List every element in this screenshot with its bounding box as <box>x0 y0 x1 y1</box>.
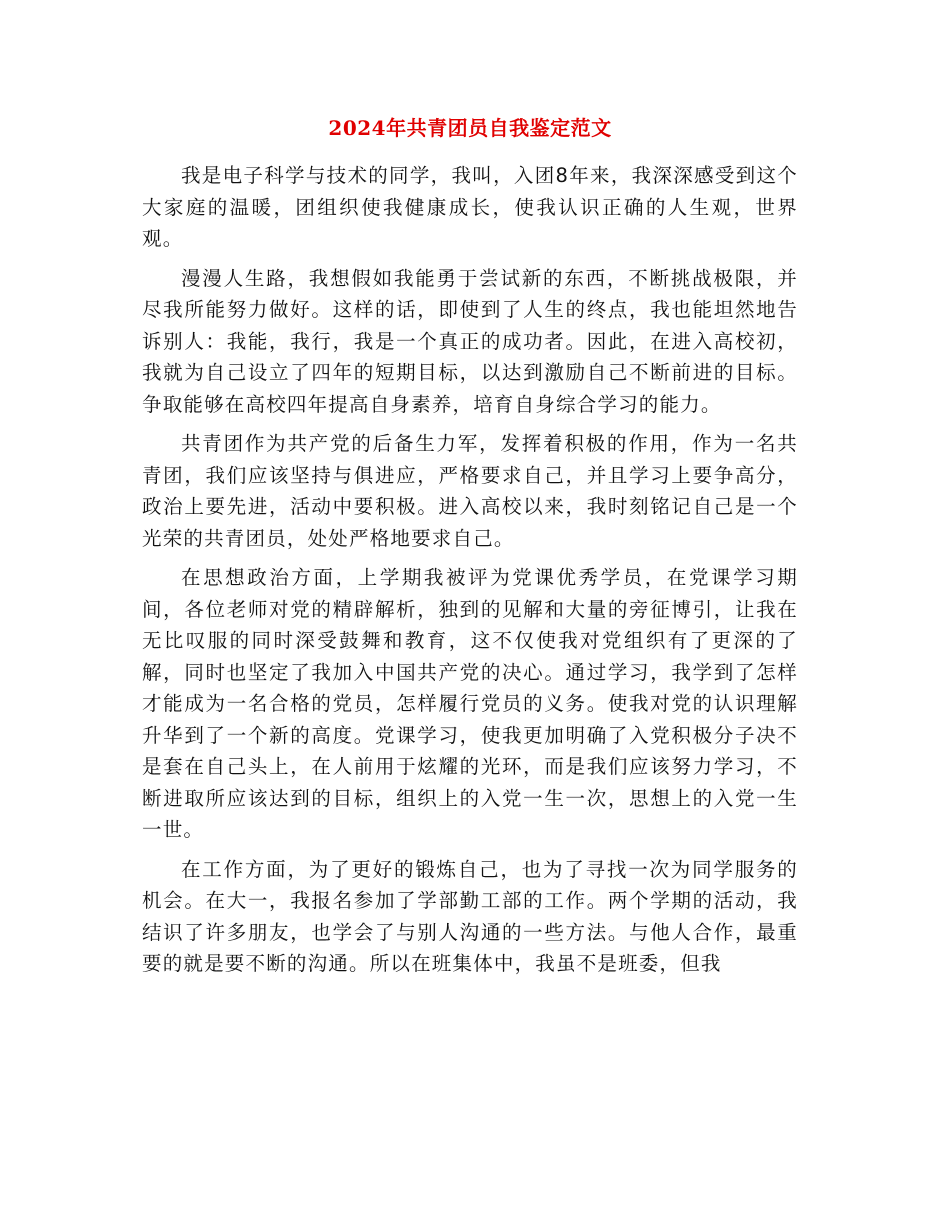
paragraph-2: 漫漫人生路，我想假如我能勇于尝试新的东西，不断挑战极限，并尽我所能努力做好。这样的话，即使到了人生的终点，我也能坦然地告诉别人：我能，我行，我是一个真正的成功者。因此，在进入高校初，我就为自己设立了四年的短期目标，以达到激励自己不断前进的目标。争取能够在高校四年提高自身素养，培育自身综合学习的能力。 <box>142 266 798 416</box>
paragraph-1: 我是电子科学与技术的同学，我叫，入团8年来，我深深感受到这个大家庭的温暖，团组织使我健康成长，使我认识正确的人生观，世界观。 <box>142 164 798 250</box>
paragraph-4: 在思想政治方面，上学期我被评为党课优秀学员，在党课学习期间，各位老师对党的精辟解析，独到的见解和大量的旁征博引，让我在无比叹服的同时深受鼓舞和教育，这不仅使我对党组织有了更深的了解，同时也坚定了我加入中国共产党的决心。通过学习，我学到了怎样才能成为一名合格的党员，怎样履行党员的义务。使我对党的认识理解升华到了一个新的高度。党课学习，使我更加明确了入党积极分子决不是套在自己头上，在人前用于炫耀的光环，而是我们应该努力学习，不断进取所应该达到的目标，组织上的入党一生一次，思想上的入党一生一世。 <box>142 566 798 841</box>
paragraph-3: 共青团作为共产党的后备生力军，发挥着积极的作用，作为一名共青团，我们应该坚持与俱进应，严格要求自己，并且学习上要争高分，政治上要先进，活动中要积极。进入高校以来，我时刻铭记自己是一个光荣的共青团员，处处严格地要求自己。 <box>142 432 798 550</box>
document-page <box>142 112 798 988</box>
document-title: 2024年共青团员自我鉴定范文 <box>328 116 612 140</box>
paragraph-5: 在工作方面，为了更好的锻炼自己，也为了寻找一次为同学服务的机会。在大一，我报名参加了学部勤工部的工作。两个学期的活动，我结识了许多朋友，也学会了与别人沟通的一些方法。与他人合作，最重要的就是要不断的沟通。所以在班集体中，我虽不是班委，但我 <box>142 857 798 975</box>
